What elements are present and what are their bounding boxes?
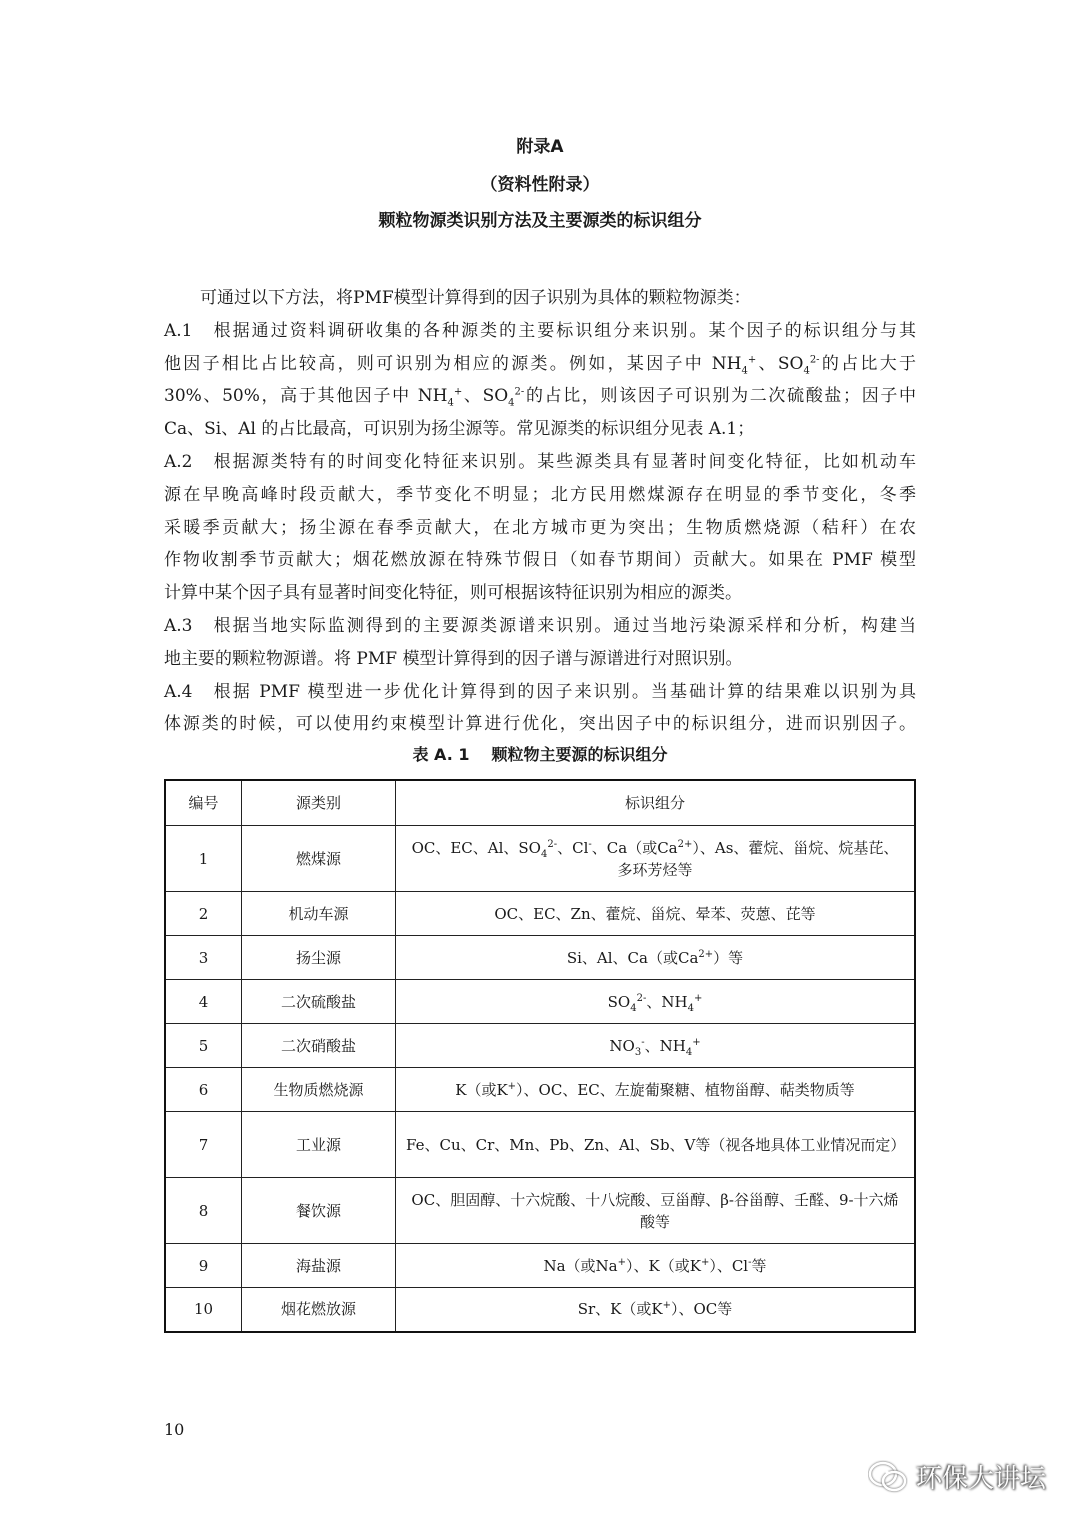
row-markers: OC、EC、Zn、藿烷、甾烷、晕苯、荧蒽、芘等 [396, 892, 916, 936]
row-markers: Sr、K（或K+）、OC等 [396, 1288, 916, 1332]
row-markers: $SO_4^{2-}$、$NH_4^+$ [396, 980, 916, 1024]
table-row [165, 980, 915, 1024]
para-a2-line: 计算中某个因子具有显著时间变化特征，则可根据该特征识别为相应的源类。 [164, 583, 742, 604]
para-a4-line: 体源类的时候，可以使用约束模型计算进行优化，突出因子中的标识组分，进而识别因子。 [164, 714, 916, 735]
appendix-type: （资料性附录） [480, 175, 600, 195]
row-source: 海盐源 [242, 1244, 396, 1288]
body-text [164, 282, 916, 741]
wechat-chat-icon [868, 1460, 908, 1494]
para-a2-line: 作物收割季节贡献大；烟花燃放源在特殊节假日（如春节期间）贡献大。如果在 PMF 模型 [164, 550, 916, 571]
row-markers: Si、Al、Ca（或$Ca^{2+}$）等 [396, 936, 916, 980]
para-a1-line: 30%、50%，高于其他因子中 $NH_4^+$、$SO_4^{2-}$的占比，则该因子可识别为二次硫酸盐；因子中 [164, 386, 916, 409]
row-source: 餐饮源 [242, 1178, 396, 1244]
row-number: 6 [165, 1068, 242, 1112]
row-source: 扬尘源 [242, 936, 396, 980]
row-markers: OC、胆固醇、十六烷酸、十八烷酸、豆甾醇、β-谷甾醇、壬醛、9-十六烯酸等 [396, 1178, 916, 1244]
table-row [165, 1178, 915, 1244]
row-source: 二次硫酸盐 [242, 980, 396, 1024]
para-a3-line: 地主要的颗粒物源谱。将 PMF 模型计算得到的因子谱与源谱进行对照识别。 [164, 648, 743, 669]
row-source: 燃煤源 [242, 826, 396, 892]
table-row [165, 1244, 915, 1288]
row-markers: OC、EC、Al、$SO_4^{2-}$、Cl-、Ca（或$Ca^{2+}$）、As、藿烷、甾烷、烷基芘、多环芳烃等 [396, 826, 916, 892]
row-markers: K（或K+）、OC、EC、左旋葡聚糖、植物甾醇、萜类物质等 [396, 1068, 916, 1112]
para-a2-line: A.2 根据源类特有的时间变化特征来识别。某些源类具有显著时间变化特征，比如机动车 [164, 451, 916, 472]
para-a3-line: A.3 根据当地实际监测得到的主要源类源谱来识别。通过当地污染源采样和分析，构建当 [164, 615, 916, 636]
watermark-text: 环保大讲坛 [915, 1464, 1046, 1494]
row-source: 烟花燃放源 [242, 1288, 396, 1332]
table-row [165, 1112, 915, 1178]
table-row [165, 1024, 915, 1068]
table-row [165, 1288, 915, 1332]
table-number: 表 A. 1 [412, 745, 470, 764]
row-number: 1 [165, 826, 242, 892]
table-row [165, 892, 915, 936]
appendix-heading: 附录A [516, 137, 564, 157]
row-number: 3 [165, 936, 242, 980]
watermark [868, 1458, 1046, 1495]
table-row [165, 936, 915, 980]
header-markers: 标识组分 [396, 780, 916, 826]
row-number: 9 [165, 1244, 242, 1288]
row-markers: Na（或Na+）、K（或K+）、Cl-等 [396, 1244, 916, 1288]
header-source: 源类别 [242, 780, 396, 826]
table-row [165, 826, 915, 892]
para-a2-line: 源在早晚高峰时段贡献大，季节变化不明显；北方民用燃煤源存在明显的季节变化，冬季 [164, 484, 916, 505]
row-number: 4 [165, 980, 242, 1024]
table-header-row [165, 780, 915, 826]
para-a2-line: 采暖季贡献大；扬尘源在春季贡献大，在北方城市更为突出；生物质燃烧源（秸秆）在农 [164, 517, 916, 538]
para-a1-line: Ca、Si、Al 的占比最高，可识别为扬尘源等。常见源类的标识组分见表 A.1； [164, 419, 755, 440]
row-source: 生物质燃烧源 [242, 1068, 396, 1112]
row-markers: Fe、Cu、Cr、Mn、Pb、Zn、Al、Sb、V等（视各地具体工业情况而定） [396, 1112, 916, 1178]
row-number: 5 [165, 1024, 242, 1068]
source-marker-table [164, 779, 916, 1333]
row-number: 2 [165, 892, 242, 936]
row-markers: $NO_3^-$、$NH_4^+$ [396, 1024, 916, 1068]
table-row [165, 1068, 915, 1112]
appendix-title: 颗粒物源类识别方法及主要源类的标识组分 [378, 211, 702, 231]
para-a4-line: A.4 根据 PMF 模型进一步优化计算得到的因子来识别。当基础计算的结果难以识别为具 [164, 681, 916, 702]
row-number: 7 [165, 1112, 242, 1178]
table-caption [0, 742, 1080, 765]
intro-paragraph: 可通过以下方法，将PMF模型计算得到的因子识别为具体的颗粒物源类： [200, 288, 751, 308]
row-number: 10 [165, 1288, 242, 1332]
row-source: 二次硝酸盐 [242, 1024, 396, 1068]
page-number: 10 [164, 1420, 185, 1439]
table-body [165, 826, 915, 1332]
row-source: 工业源 [242, 1112, 396, 1178]
header-number: 编号 [165, 780, 242, 826]
row-number: 8 [165, 1178, 242, 1244]
table-title: 颗粒物主要源的标识组分 [491, 745, 668, 764]
para-a1-line: A.1 根据通过资料调研收集的各种源类的主要标识组分来识别。某个因子的标识组分与其 [164, 320, 916, 341]
para-a1-line: 他因子相比占比较高，则可识别为相应的源类。例如，某因子中 $NH_4^+$、$SO_4^{2-}$的占比大于 [164, 353, 917, 376]
row-source: 机动车源 [242, 892, 396, 936]
